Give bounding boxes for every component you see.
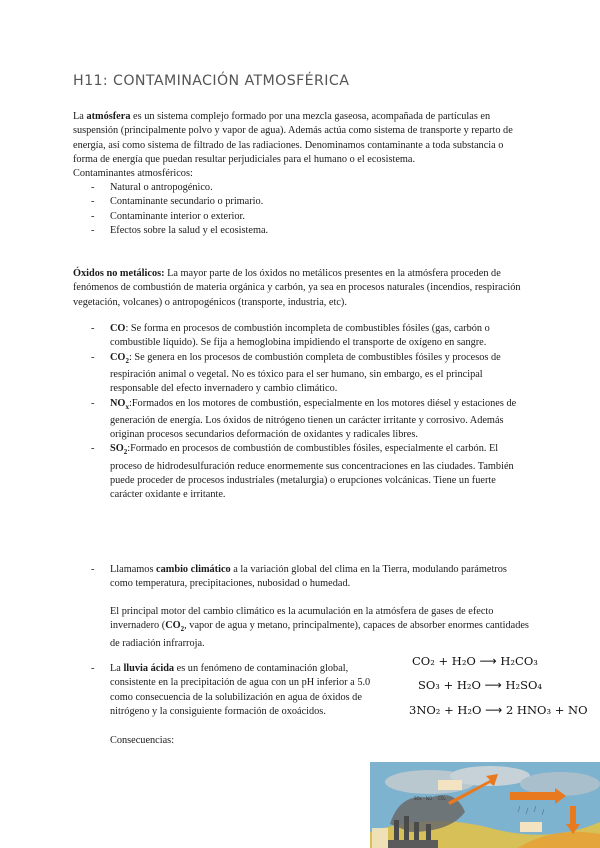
- climate-change-list: [73, 563, 530, 592]
- cambio-lead: Llamamos: [110, 564, 157, 575]
- oxide-formula: CO: [110, 351, 126, 363]
- diagram-label-co2: CO₂: [438, 796, 446, 801]
- acid-rain-illustration: [370, 762, 600, 848]
- acid-rain-diagram: [370, 762, 600, 848]
- intro-paragraph: [73, 110, 530, 167]
- equation-3: [409, 703, 588, 717]
- lluvia-text: es un fenómeno de contaminación global, consistente en la precipitación de agua con un pH inferior a 5.0 como consecuencia de la solubilización en agua de óxidos de nitrógeno y la consiguiente formación de oxoácidos.: [110, 663, 371, 717]
- oxidos-term: Óxidos no metálicos:: [73, 268, 165, 279]
- oxide-text: Se forma en procesos de combustión incompleta de combustibles fósiles (gas, carbón o combustible líquido). Se fija a hemoglobina impidiendo el transporte de oxígeno en sangre.: [110, 323, 490, 349]
- oxide-text: Formado en procesos de combustión de combustibles fósiles, especialmente el carbón. El proceso de hidrodesulfuración reduce enormemente sus concentraciones en las ciudades. También puede proceder de procesos industriales (metalurgia) o erupciones volcánicas. Tiene un fuerte carácter oxidante e irritante.: [110, 443, 514, 501]
- equation-rhs: H₂CO₃: [500, 654, 538, 668]
- factory: [388, 840, 438, 848]
- cambio-term: cambio climático: [156, 564, 231, 575]
- list-item: - Efectos sobre la salud y el ecosistema.: [73, 224, 530, 238]
- equation-rhs: H₂SO₄: [505, 678, 543, 692]
- list-item: [73, 662, 373, 719]
- list-item: - Contaminante interior o exterior.: [73, 210, 530, 224]
- oxide-text: Formados en los motores de combustión, especialmente en los motores diésel y estaciones de generación de energía. Los óxidos de nitrógeno tienen un carácter irritante y corrosivo. Además originan procesos secundarios deformación de oxidantes y radicales libres.: [110, 397, 517, 441]
- cambio-p2-b: , vapor de agua y metano, principalmente), capaces de absorber enormes cantidades de radiación infrarroja.: [110, 620, 529, 649]
- oxidos-paragraph: [73, 267, 530, 310]
- oxide-sep: :: [125, 323, 131, 334]
- intro-text: es un sistema complejo formado por una mezcla gaseosa, acompañada de partículas en suspensión (principalmente polvo y vapor de agua). Además actúa como sistema de transporte y reparto de energía, así como sistema de filtrado de las radiaciones. Denominamos contaminante a toda substancia o forma de energía que puedan resultar perjudiciales para el humano o el ecosistema.: [73, 111, 513, 165]
- diagram-label-no: NO: [426, 796, 433, 801]
- equation-lhs: 3NO₂ + H₂O: [409, 703, 482, 717]
- oxide-sep: :: [127, 443, 131, 455]
- cambio-text: a la variación global del clima en la Tierra, modulando parámetros como temperatura, precipitaciones, nubosidad o humedad.: [110, 564, 507, 590]
- lluvia-lead: La: [110, 663, 124, 674]
- oxide-formula: SO: [110, 443, 124, 455]
- reaction-arrow-icon: ⟶: [479, 654, 497, 668]
- consecuencias-label: Consecuencias:: [110, 735, 175, 746]
- intro-lead: La: [73, 111, 87, 122]
- oxide-sep: :: [128, 397, 132, 409]
- intro-term: atmósfera: [86, 111, 131, 122]
- pollutant-list: [73, 181, 530, 238]
- list-item: [73, 563, 530, 592]
- oxide-term: CO: [110, 323, 126, 334]
- cambio-subscript: 2: [180, 625, 185, 634]
- cambio-formula: CO: [165, 620, 181, 632]
- diagram-label-box: [438, 780, 462, 790]
- oxide-term: [110, 352, 129, 363]
- list-item: - Natural o antropogénico.: [73, 181, 530, 195]
- equation-2: [418, 678, 542, 692]
- list-item: - Contaminante secundario o primario.: [73, 195, 530, 209]
- oxide-text: Se genera en los procesos de combustión completa de combustibles fósiles y procesos de respiración animal o vegetal. No es tóxico para el ser humano, sin embargo, es el principal responsable del efecto invernadero y cambio climático.: [110, 351, 501, 395]
- cambio-p2-a: El principal motor del cambio climático es la acumulación en la atmósfera de gases de efecto invernadero (: [110, 606, 494, 632]
- equation-1: [412, 654, 538, 668]
- cambio-p2-term: [165, 620, 185, 634]
- cambio-paragraph-2: [110, 605, 530, 651]
- page-title: H11: CONTAMINACIÓN ATMOSFÉRICA: [73, 73, 350, 89]
- list-item: [73, 351, 530, 397]
- list-item: [73, 322, 530, 351]
- equation-lhs: SO₃ + H₂O: [418, 678, 481, 692]
- oxidos-text: La mayor parte de los óxidos no metálicos presentes en la atmósfera proceden de fenómenos de combustión de materia orgánica y carbón, ya sea en procesos naturales (incendios, respiración vegetación, volcanes) o antropogénicos (transporte, industria, etc).: [73, 268, 521, 308]
- intro-list-title: Contaminantes atmosféricos:: [73, 168, 193, 179]
- reaction-arrow-icon: ⟶: [485, 703, 503, 717]
- equation-lhs: CO₂ + H₂O: [412, 654, 476, 668]
- diagram-label-so2: SO₂: [414, 796, 422, 801]
- list-item: [73, 397, 530, 443]
- oxide-term: [110, 443, 128, 457]
- lluvia-term: lluvia ácida: [123, 663, 175, 674]
- oxide-subscript: 2: [123, 448, 128, 457]
- oxide-subscript: 2: [125, 356, 129, 365]
- reaction-arrow-icon: ⟶: [484, 678, 502, 692]
- acid-rain-list: [73, 662, 373, 719]
- oxide-sep: :: [128, 351, 135, 363]
- diagram-label-box: [520, 822, 542, 832]
- oxide-subscript: x: [125, 402, 129, 411]
- oxide-formula: NO: [110, 397, 126, 409]
- equation-rhs: 2 HNO₃ + NO: [505, 703, 588, 717]
- diagram-label-box: [372, 828, 388, 848]
- oxide-list: [73, 322, 530, 503]
- list-item: [73, 442, 530, 502]
- oxide-term: [110, 398, 129, 409]
